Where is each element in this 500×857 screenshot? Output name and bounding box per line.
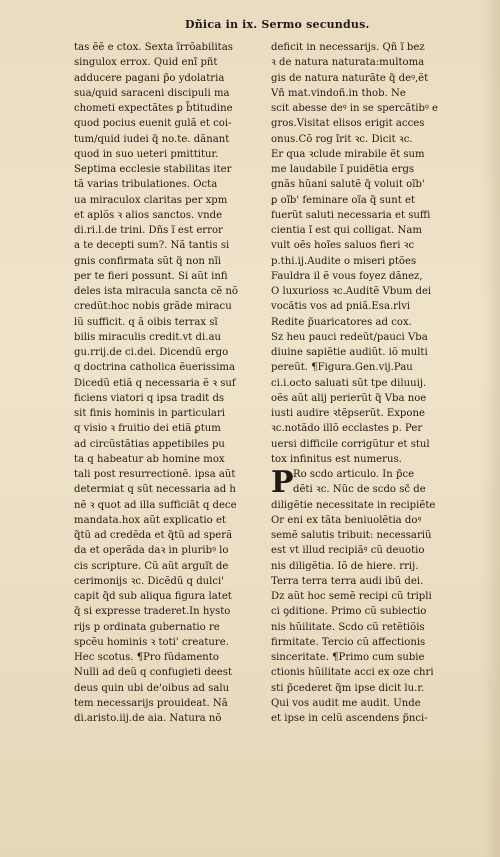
text-line: ctionis hũilitate acci ex oze chri: [271, 667, 434, 679]
text-line: determiat q sũt necessaria ad h: [74, 484, 236, 496]
text-line: me laudabile ĩ puidẽtia ergs: [271, 164, 415, 175]
text-line: uersi difficile corrigũtur et stul: [271, 438, 430, 450]
text-line: nis diligẽtia. Iõ de hiere. rrij.: [271, 560, 419, 572]
text-line: deles ista miracula sancta cẽ nõ: [74, 286, 239, 297]
text-line: Dz aũt hoc semẽ recipi cũ tripli: [271, 591, 432, 602]
text-line: Dicedũ etiã q necessaria ẽ ꝛ suf: [74, 377, 236, 389]
text-line: bilis miraculis credit.vt di.au: [74, 331, 221, 343]
text-line: sua/quid saraceni discipuli ma: [74, 87, 230, 99]
text-line: fuerũt saluti necessaria et suffi: [271, 209, 431, 221]
text-line: et aplõs ꝛ alios sanctos. vnde: [74, 209, 223, 221]
drop-cap: P: [271, 465, 294, 500]
text-line: tas ẽẽ e ctox. Sexta ĩrrõabilitas: [74, 42, 233, 53]
text-line: oẽs aũt alij perierũt q̃ Vba noe: [271, 392, 427, 404]
text-line: deus quin ubi de'oibus ad salu: [74, 682, 230, 694]
text-line: cis scripture. Cũ aũt arguĩt de: [74, 560, 229, 572]
text-line: vocãtis vos ad pniã.Esa.rlvi: [271, 301, 411, 313]
text-line: q visio ꝛ fruitio dei etiã ꝑtum: [74, 423, 221, 435]
text-line: ꝛc.notãdo illõ ecclastes p. Per: [271, 423, 423, 435]
text-line: ꝛ de natura naturata:multoma: [271, 57, 425, 69]
text-line: capit q̃d sub aliqua figura latet: [74, 591, 232, 602]
text-line: Vñ mat.vindoñ.in thob. Ne: [271, 87, 406, 99]
page-edge-shadow: [482, 0, 500, 857]
text-line: dẽti ꝛc. Nũc de scdo sc̃ de: [293, 484, 426, 496]
text-line: Sz heu pauci redeũt/pauci Vba: [271, 331, 428, 343]
text-line: cerimonijs ꝛc. Dicẽdũ q dulci': [74, 575, 225, 587]
text-line: pereũt. ¶Figura.Gen.vij.Pau: [271, 362, 413, 374]
text-line: ficiens viatori q ipsa tradit ds: [74, 392, 225, 404]
text-line: credũt:hoc nobis grãde miracu: [74, 301, 232, 313]
text-line: Nulli ad deũ q confugieti deest: [74, 667, 232, 679]
text-line: tox infinitus est numerus.: [271, 453, 402, 465]
text-line: sinceritate. ¶Primo cum subie: [271, 652, 425, 663]
text-line: est vt illud recipiãꝰ cũ deuotio: [271, 545, 425, 557]
text-line: chometi expectãtes ꝑ b̃titudine: [74, 103, 233, 114]
text-line: nis hũilitate. Scdo cũ retẽtiõis: [271, 621, 425, 633]
running-header: Dñica in ix. Sermo secundus.: [185, 18, 370, 31]
text-line: diuine sapiẽtie audiũt. iõ multi: [271, 347, 428, 358]
text-line: Or eni ex tãta beniuolẽtia doꝰ: [271, 514, 422, 526]
text-line: ad circũstãtias appetibiles pu: [74, 438, 225, 450]
text-line: ci ꝯditione. Primo cũ subiectio: [271, 606, 427, 618]
text-line: q̃tũ ad credẽda et q̃tũ ad sperã: [74, 530, 233, 541]
text-line: Qui vos audit me audit. Unde: [271, 697, 421, 709]
text-line: tã varias tribulationes. Octa: [74, 179, 218, 191]
text-line: a te decepti sum?. Nã tantis si: [74, 240, 230, 252]
text-line: Terra terra terra audi ibũ dei.: [271, 575, 424, 587]
text-line: Er qua ꝛclude mirabile ẽt sum: [271, 148, 425, 160]
text-line: Redite p̃uaricatores ad cox.: [271, 316, 412, 328]
text-line: p.thi.ij.Audite o miseri ꝑtões: [271, 255, 417, 267]
text-line: et ipse in celũ ascendens p̃nci-: [271, 713, 428, 724]
text-line: nẽ ꝛ quot ad illa sufficiãt q dece: [74, 499, 237, 511]
article-opening: [271, 467, 467, 498]
text-line: gnãs hũani salutẽ q̃ voluit oĩb': [271, 179, 425, 191]
text-line: Septima ecclesie stabilitas iter: [74, 164, 232, 175]
text-line: per te fieri possunt. Si aũt infi: [74, 270, 228, 282]
text-line: sti p̃cederet q̃m ipse dicit lu.r.: [271, 682, 425, 694]
text-line: quod pocius euenit gulã et coi-: [74, 118, 232, 130]
text-line: q doctrina catholica ẽuerissima: [74, 362, 236, 374]
text-line: Hec scotus. ¶Pro fũdamento: [74, 652, 219, 663]
text-line: lũ sufficit. q ã oibis terrax sĩ: [74, 316, 218, 328]
text-line: singulox errox. Quid enĩ pñt: [74, 57, 218, 69]
text-line: quod in suo ueteri pmittitur.: [74, 148, 219, 160]
left-text-column: [74, 40, 256, 726]
text-line: sit finis hominis in particulari: [74, 408, 225, 419]
text-line: gu.rrij.de ci.dei. Dicendũ ergo: [74, 347, 229, 358]
text-line: ci.i.octo saluati sũt tpe diluuij.: [271, 377, 427, 389]
text-line: di.ri.l.de trini. Dñs ĩ est error: [74, 225, 223, 236]
text-line: tem necessarijs prouideat. Nã: [74, 697, 228, 709]
text-line: tum/quid iudei q̃ no.te. dãnant: [74, 133, 230, 145]
text-line: vult oẽs hoĩes saluos fieri ꝛc: [271, 240, 415, 252]
text-line: O luxurioss ꝛc.Auditẽ Vbum dei: [271, 286, 432, 297]
text-line: diligẽtie necessitate in recipiẽte: [271, 499, 436, 511]
text-line: cientia ĩ est qui colligat. Nam: [271, 225, 422, 236]
text-line: adducere pagani p̃o ydolatria: [74, 72, 225, 84]
text-line: iusti audire ꝛtẽpserũt. Expone: [271, 408, 425, 419]
text-line: spcẽu hominis ꝛ toti' creature.: [74, 636, 229, 648]
text-line: mandata.hox aũt explicatio et: [74, 514, 226, 526]
text-line: ꝑ oĩb' feminare oĩa q̃ sunt et: [271, 194, 416, 206]
text-line: Ro scdo articulo. In p̃ce: [293, 469, 415, 480]
text-line: gis de natura naturãte q̃ deꝰ,ẽt: [271, 72, 429, 84]
text-line: da et operãda daꝛ in pluribꝰ lo: [74, 545, 229, 557]
text-line: tali post resurrectionẽ. ipsa aũt: [74, 469, 236, 480]
text-line: onus.Cõ rog ĩrit ꝛc. Dicit ꝛc.: [271, 133, 413, 145]
text-line: rijs p ordinata gubernatio re: [74, 621, 220, 633]
text-line: semẽ salutis tribuit: necessariũ: [271, 530, 432, 541]
text-line: gnis confirmata sũt q̃ non nĩi: [74, 255, 222, 267]
text-line: di.aristo.iij.de aia. Natura nõ: [74, 713, 222, 724]
text-line: ua miraculox claritas per xpm: [74, 194, 228, 206]
text-line: ta q habeatur ab homine mox: [74, 453, 225, 465]
text-line: scit abesse deꝰ in se spercãtibꝰ e: [271, 103, 439, 114]
text-line: gros.Visitat elisos erigit acces: [271, 118, 425, 130]
text-line: firmitate. Tercio cũ affectionis: [271, 636, 426, 648]
text-line: deficit in necessarijs. Qñ ĩ bez: [271, 42, 425, 53]
text-line: Fauldra il ẽ vous foyez dãnez,: [271, 270, 423, 282]
text-line: q̃ si expresse traderet.In hysto: [74, 606, 231, 618]
right-text-column: [271, 40, 467, 726]
